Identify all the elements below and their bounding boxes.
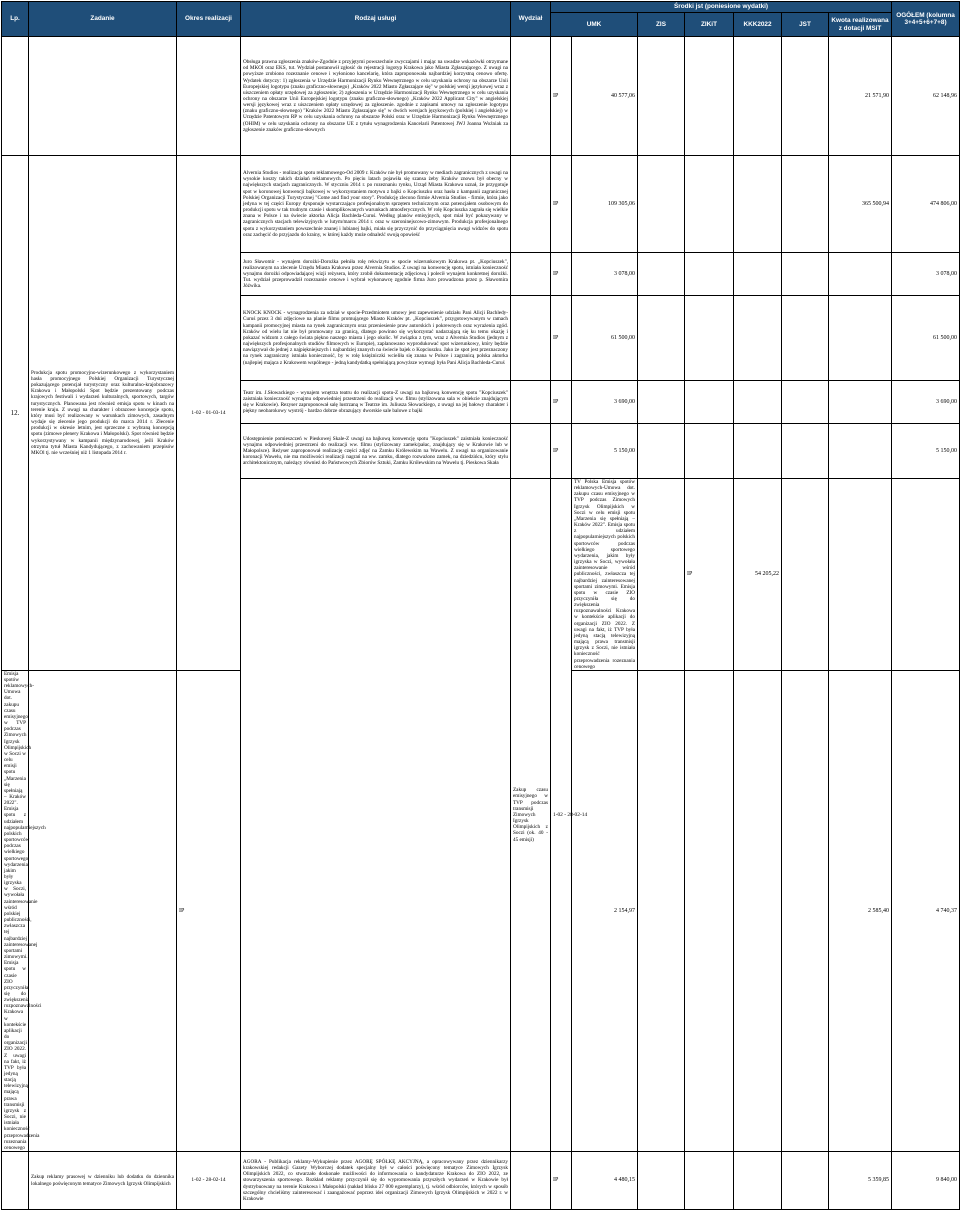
row-total: 474 806,00 [892, 156, 960, 253]
row-kkk [734, 381, 782, 424]
row-umk: 3 078,00 [572, 253, 638, 296]
row-zis [638, 670, 685, 1151]
row-source: IP [551, 37, 572, 156]
header-task: Zadanie [29, 2, 177, 37]
header-service: Rodzaj usługi [241, 2, 511, 37]
row-source: IP [551, 381, 572, 424]
row-umk: 3 690,00 [572, 381, 638, 424]
row-zis [638, 381, 685, 424]
row-department [638, 479, 685, 671]
header-total: OGÓŁEM (kolumna 3+4+5+6+7+8) [892, 2, 960, 37]
row-zikit [685, 156, 734, 253]
row-jst [782, 156, 829, 253]
row-total: 4 740,37 [892, 670, 960, 1151]
row-quota [829, 253, 892, 296]
row-zis [638, 1152, 685, 1210]
row-period [177, 37, 241, 156]
row-kkk [734, 1152, 782, 1210]
header-kkk: KKK2022 [734, 13, 782, 37]
row-source: IP [551, 253, 572, 296]
row-source: IP [177, 670, 241, 1151]
row-total: 3 078,00 [892, 253, 960, 296]
header-funds-group: Środki jst (poniesione wydatki) [551, 2, 892, 13]
row-umk: 5 150,00 [572, 424, 638, 479]
row-umk: 2 154,97 [572, 670, 638, 1151]
row-period: 1-02 - 01-03-14 [177, 156, 241, 671]
row-task: Zakup czasu emisyjnego w TVP podczas transmisji Zimowych Igrzysk Olimpijskich z Soczi (ok. 40 - 45 emisji) [511, 479, 551, 1152]
row-zis [638, 296, 685, 381]
row-jst [782, 37, 829, 156]
row-kkk [734, 424, 782, 479]
row-zis [782, 479, 829, 671]
row-lp [241, 479, 511, 1152]
row-quota [829, 381, 892, 424]
row-department [511, 156, 551, 253]
row-zikit [685, 1152, 734, 1210]
row-lp [2, 1152, 29, 1210]
row-service: TV Polska Emisja spotów reklamowych-Umowa dot. zakupu czasu emisyjnego w TVP podczas Zimowych Igrzysk Olimpijskich w Soczi w celu emisji spotu „Marzenia się spełniają – Kraków 2022". Emisja spotu z udziałem najpopularniejszych polskich sportowców podczas wielkiego sportowego wydarzenia, jakim były igrzyska w Soczi, wywołała zainteresowanie wśród publiczności, zwłaszcza tej najbardziej zainteresowanej sportami zimowymi. Emisja spotu w czasie ZIO przyczyniła się do zwiększenia rozpoznawalności Krakowa w kontekście aplikacji do organizacji ZIO 2022. Z uwagi na fakt, iż TVP była jedyną stacją telewizyjną mającą prawa transmisji igrzysk z Soczi, nie istniała konieczność przeprowadzenia rozeznania cenowego [572, 479, 638, 671]
row-service: KNOCK KNOCK - wynagrodzenia za udział w spocie-Przedmiotem umowy jest zapewnienie udziału Pani Alicji Bachledy-Curuś przez 3 dni zdjęciowe na planie filmu promującego Miasto Kraków pt. „Kopciuszek", przygotowywanym w ramach kampanii promocyjnej miasta na rynek zagranicznym oraz przeniesienie praw autorskich i pokrewnych oraz wyrażenia zgód. Kraków od wielu lat nie był promowany za granicą, dlatego powinno się wykorzystać nadarzającą się ku temu okazję i pokazać widzom z całego świata piękno naszego miasta i jego okolic. W związku z tym, wraz z Alvernia Studios (jednym z największych profesjonalnych studiów filmowych w Europie), zaplanowano wyprodukować spot wizerunkowy, który będzie nawiązywał do jednej z najpiękniejszych i najbardziej znanych na świecie bajek o Kopciuszku. Jako że spot jest przeznaczony na rynek zagraniczny istniała konieczność, by w rolę księżniczki wcieliła się znana w Polsce i zagranicą polska aktorka (najlepiej mająca z Krakowem wspólnego - jedną kandydatką spełniającą powyższe wymogi była Pani Alicja Bachleda-Curuś [241, 296, 511, 381]
row-jst [782, 296, 829, 381]
row-source: IP [551, 1152, 572, 1210]
row-kkk [892, 479, 960, 671]
row-zis [638, 156, 685, 253]
row-jst [782, 1152, 829, 1210]
header-zikit: ZIKiT [685, 13, 734, 37]
row-service: AGORA - Publikacja reklamy-Wykupienie przez AGORĘ SPÓŁKĘ AKCYJNĄ, a opracowywany przez dziennikarzy krakowskiej redakcji Gazety Wyborczej dodatek specjalny był w całości poświęcony tematyce Zimowych Igrzysk Olimpijskich 2022, co stwarzało doskonałe możliwości do informowania o kandydaturze Krakowa do ZIO 2022, ze stowarzyszenia sportowego. Rozkład reklamy przyczynił się do wypromowania przyszłych wydarzeń w Krakowie był dystrybuowany na terenie Krakowa i Małopolski (nakład blisko 27 000 egzemplarzy), tj. wśród odbiorców, których w sposób szczególny chcieliśmy zainteresować i zaangażować poprzez idei organizacji Zimowych Igrzysk Olimpijskich w 2022 r. w Krakowie [241, 1152, 511, 1210]
header-zis: ZIS [638, 13, 685, 37]
row-zikit [685, 296, 734, 381]
row-department [511, 1152, 551, 1210]
row-zikit [829, 479, 892, 671]
row-zikit [685, 253, 734, 296]
row-umk: 109 305,06 [572, 156, 638, 253]
row-umk: 4 480,15 [572, 1152, 638, 1210]
row-period: 1-02 - 28-02-14 [177, 1152, 241, 1210]
row-service: Udostępnienie pomieszczeń w Pieskowej Skale-Z uwagi na bajkową konwencję spotu "Kopciuszek" zaistniała konieczność wynajmu odpowiedniej przestrzeni do realizacji ww. filmu (stylizowany zamek/pałac, znajdujący się w Krakowie lub w Małopolsce). Reżyser zaproponował realizację części zdjęć na Zamku Królewskim na Wawelu. Z uwagi na organizowanie koronacji Wawelu, nie ma możliwości realizacji nagrań na ww. zamku, dlatego rozważono zamek, na dziedzińcu, który stylu architektonicznym, należący również do Państwowych Zbiorów Sztuki, Zamku Królewskim na Wawelu tj. Pieskowa Skała [241, 424, 511, 479]
row-zis [638, 424, 685, 479]
row-jst [782, 253, 829, 296]
row-kkk [734, 156, 782, 253]
row-jst [782, 670, 829, 1151]
row-quota: 365 500,94 [829, 156, 892, 253]
row-zis [638, 253, 685, 296]
row-kkk [734, 253, 782, 296]
row-total: 5 150,00 [892, 424, 960, 479]
row-source: IP [551, 424, 572, 479]
table-row [2, 37, 960, 156]
row-source: IP [551, 296, 572, 381]
header-jst: JST [782, 13, 829, 37]
row-source: IP [551, 156, 572, 253]
table-row [2, 156, 960, 253]
row-task: Zakup reklamy prasowej w dzienniku lub dodatku do dziennika lokalnego poświęconym tematyce Zimowych Igrzysk Olimpijskich [29, 1152, 177, 1210]
expenditure-table [1, 1, 960, 1210]
row-jst [782, 381, 829, 424]
row-quota: 5 359,85 [829, 1152, 892, 1210]
row-umk: 54 205,22 [734, 479, 782, 671]
row-quota: 2 585,40 [829, 670, 892, 1151]
header-quota: Kwota realizowana z dotacji MSiT [829, 13, 892, 37]
header-umk: UMK [551, 13, 638, 37]
table-row [2, 1152, 960, 1210]
row-department [511, 381, 551, 424]
row-department [511, 37, 551, 156]
row-department [511, 253, 551, 296]
row-total: 9 840,00 [892, 1152, 960, 1210]
row-service: Alvernia Studios - realizacja spotu reklamowego-Od 2009 r. Kraków nie był promowany w mediach zagranicznych z uwagi na wysokie koszty takich działań reklamowych. Po pięciu latach pojawiła się szansa żeby Kraków znowu był obecny w największych stacjach zagranicznych. W styczniu 2014 r. po rozeznaniu rynku, Urząd Miasta Krakowa uznał, że przygotuje spot w koronowej konwencji bajkowej w wykorzystaniem motywu z bajki o Kopciuszku oraz hasła z kampanii zagranicznej Polskiej Organizacji Turystycznej "Come and find your story". Produkcję zlecono firmie Alvernia Studios - firmie, która jako jedyna w tej części Europy dysponuje wystarczająco profesjonalnym sprzętem technicznym oraz potencjałem osobowym do produkcji spotu w tak trudnym czasie i skomplikowanych warunkach atmosferycznych. W rolę Kopciuszka zagrała się wielkie znana w Polsce i na świecie aktorka Alicja Bachleda-Curuś. Według planów emisyjnych, spot miał być pokazywany w zagranicznych stacjach telewizyjnych w lutym/marcu 2014 r. oraz w szeroninejscowo-zimowym. Produkcja profesjonalnego spotu z wykorzystaniem powszechnie znanej i lubianej bajki, miała się przyczynić do przyciągnięcia uwagi widzów do spotu oraz zachęcić do przyjazdu do krainy, w której każdy może odnaleźć swoją opowieść [241, 156, 511, 253]
row-department [511, 424, 551, 479]
header-period: Okres realizacji [177, 2, 241, 37]
row-quota [829, 424, 892, 479]
row-zikit [685, 37, 734, 156]
row-lp: 12. [2, 156, 29, 671]
row-zikit [685, 424, 734, 479]
row-task [29, 37, 177, 156]
row-service: Emisja spotów reklamowych-Umowa dot. zakupu czasu emisyjnego w TVP podczas Zimowych Igrzysk Olimpijskich w Soczi w celu emisji spotu „Marzenia się spełniają – Kraków 2022". Emisja spotu z udziałem najpopularniejszych polskich sportowców podczas wielkiego sportowego wydarzenia, jakim były igrzyska w Soczi, wywołała zainteresowanie wśród polskiej publiczności, zwłaszcza tej najbardziej zainteresowanej sportami zimowymi. Emisja spotu w czasie ZIO przyczyniła się do zwiększenia rozpoznawalności Krakowa w kontekście aplikacji do organizacji ZIO 2022. Z uwagi na fakt, iż TVP była jedyną stacją telewizyjną mającą prawa transmisji igrzysk z Soczi, nie istniała konieczność przeprowadzenia rozeznania cenowego [2, 670, 29, 1151]
header-lp: Lp. [2, 2, 29, 37]
row-quota: 21 571,90 [829, 37, 892, 156]
row-zikit [685, 670, 734, 1151]
row-service: Obsługa prawna zgłoszenia znaków-Zgodnie z przyjętymi powszechnie zwyczajami i mając na uwadze wskazówki otrzymane od MKOl oraz EKS, tut. Wydział postanowił zgłosić do rejestracji logotyp Krakowa jako Miasta Zgłaszającego. Z uwagi na powyższe zrobiono rozeznanie cenowe i wyłoniono kancelarię, która zaproponowała najbardziej korzystną cenowo ofertę. Wydatek dotyczy: 1) zgłoszenia w Urzędzie Harmonizacji Rynku Wewnętrznego w celu uzyskania ochrony na obszarze Unii Europejskiej logotypu (znaku graficzno-słownego) „Kraków 2022 Miasto Zgłaszające się" w polskiej wersji językowej wraz z uiszczeniem opłaty urzędowej za zgłoszenie; 2) zgłoszenia w Urzędzie Harmonizacji Rynku Wewnętrznego w celu uzyskania ochrony na obszarze Unii Europejskiej logotypu (znaku graficzno-słownego) „Kraków 2022 Applicant City" w angielskiej wersji językowej wraz z uiszczeniem opłaty urzędowej za zgłoszenie. zgodnie z zapisami umowy na zgłoszenie logotypu (znaku graficzno-słownego) "Kraków 2022 Miasto Zgłaszające się" w dwóch wersjach językowych (polskiej i angielskiej) w Urzędzie Patentowym RP w celu uzyskania ochrony na obszarze Polski oraz w Urzędzie Harmonizacji Rynku Wewnętrznego (OHIM) w celu uzyskania ochrony na obszarze UE z tytułu wynagrodzenia Kancelarii Patentowej JWJ Joanna Woźniak za zgłoszenie znaków graficzno-słownych [241, 37, 511, 156]
header-department: Wydział [511, 2, 551, 37]
row-department [511, 296, 551, 381]
row-zikit [685, 381, 734, 424]
row-zis [638, 37, 685, 156]
row-kkk [734, 296, 782, 381]
row-period: 1-02 - 28-02-14 [551, 479, 572, 1152]
row-department [29, 670, 177, 1151]
row-quota [829, 296, 892, 381]
row-total: 3 690,00 [892, 381, 960, 424]
row-task: Produkcja spotu promocyjno-wizerunkowego z wykorzystaniem hasła promocyjnego Polskiej Organizacji Turystycznej pokazującego potencjał turystyczny oraz kulturalno-krajobrazowy Krakowa i Małopolski Spot będzie prezentowany podczas krajowych festiwali i wydarzeń kulturalnych, sportowych, targów turystycznych. Planowana jest również emisja spotu w kinach na terenie kraju. Z uwagi na charakter i obrazowe koncepcje spotu, który musi być realizowany w warunkach zimowych, zasadnym wydaje się złecenie jego produkcji do marca 2014 r. Złecenie produkcji w okresie letnim, jest sprzeczne z wybraną koncepcją spotu (zimowe plenery Krakowa i Małopolski). Spot również będzie wykorzystywany w kampanii międzynarodowej, jeśli Kraków otrzyma tytuł Miasta Kandydującego, z zachowaniem przepisów MKOl tj. nie wcześniej niż 1 listopada 2014 r. [29, 156, 177, 671]
row-jst [782, 424, 829, 479]
row-total: 62 148,96 [892, 37, 960, 156]
row-lp [2, 37, 29, 156]
row-kkk [734, 670, 782, 1151]
row-service: Juro Sławomir - wynajem dorożki-Dorożka pełniła rolę rekwizytu w spocie wizerunkowym Krakowa pt. „Kopciuszek", realizowanym na zlecenie Urzędu Miasta Krakowa przez Alvernia Studios. Z uwagi na konwencję spotu, istniała konieczność wynajmu dorożki odpowiadającej wizji reżysera, który zrobił dokumentację zdjęciową i polecił wynajem konkretnej dorożki. Tut. wydział przeprowadził rozeznanie cenowe i wybrał wykonawcę zgodnie firma Juro prowadzona przez p. Sławomira Jóźwika. [241, 253, 511, 296]
row-service: Teatr im. J.Słowackiego - wynajem wnętrza teatru do realizacji spotu-Z uwagi na bajkową konwencję spotu "Kopciuszek" zaistniała konieczność wynajmu odpowiedniej przestrzeni do realizacji ww. filmu (stylizowana sala w obiekcie znajdującym się w Krakowie). Rezyser zaproponował salę lustrzaną w Teatrze im. Juliusza Słowackiego, z uwagi na jej bałowy charakter i piękny neobarokowy wystrój - bardzo dobrze obrazujący dworskie sale balowe z bajki [241, 381, 511, 424]
row-source: IP [685, 479, 734, 671]
row-umk: 40 577,06 [572, 37, 638, 156]
row-kkk [734, 37, 782, 156]
row-umk: 61 500,00 [572, 296, 638, 381]
row-total: 61 500,00 [892, 296, 960, 381]
